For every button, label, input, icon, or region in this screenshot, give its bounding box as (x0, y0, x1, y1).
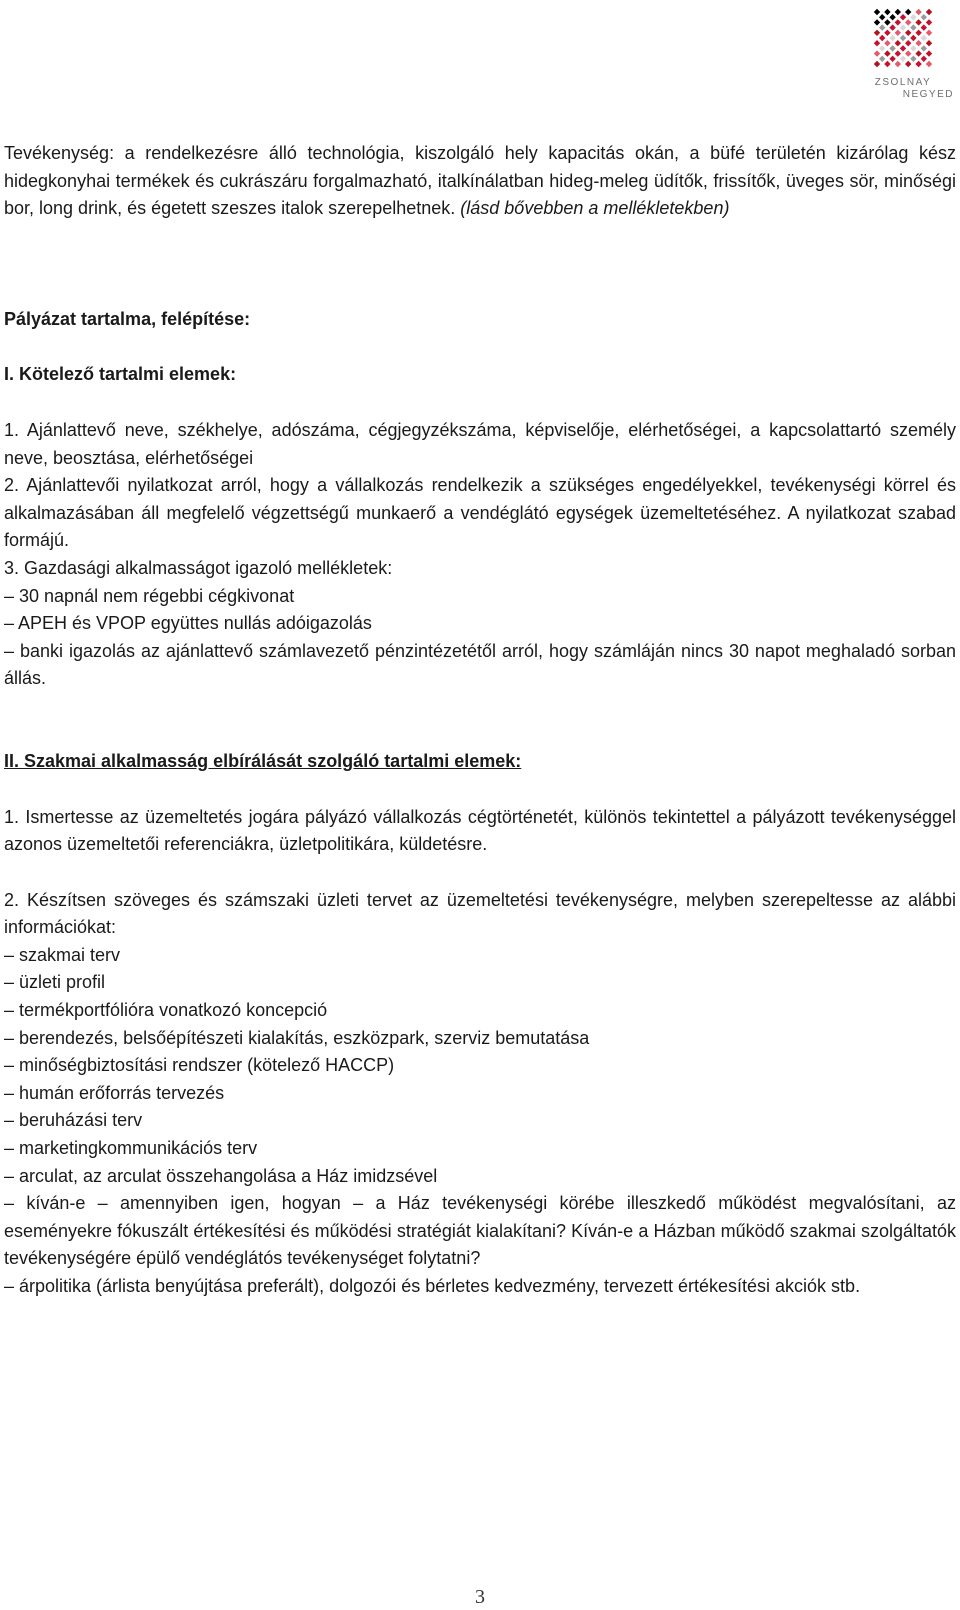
logo-line2: NEGYED (902, 89, 954, 100)
logo-diamond-tile (889, 45, 895, 51)
logo-diamond-tile (926, 40, 932, 46)
list-item: – humán erőforrás tervezés (4, 1082, 225, 1103)
logo-diamond-tile (874, 40, 880, 46)
list-item: – berendezés, belsőépítészeti kialakítás, eszközpark, szerviz bemutatása (4, 1027, 590, 1048)
logo-diamond-tile (926, 30, 932, 36)
intro-note: (lásd bővebben a mellékletekben) (460, 198, 730, 219)
list-item: – árpolitika (árlista benyújtása preferált), dolgozói és bérletes kedvezmény, tervezett értékesítési akciók stb. (4, 1276, 861, 1296)
logo-diamond-tile (915, 19, 921, 25)
logo-diamond-tile (926, 19, 932, 25)
logo-diamond-tile (900, 35, 906, 41)
logo-line1: ZSOLNAY (874, 77, 932, 88)
logo-diamond-tile (905, 40, 911, 46)
logo-diamond-tile (910, 14, 916, 20)
logo-diamond-tile (926, 50, 932, 56)
logo-diamond-tile (921, 35, 927, 41)
list-item: – arculat, az arculat összehangolása a Ház imidzsével (4, 1165, 438, 1186)
logo-diamond-tile (921, 45, 927, 51)
logo-diamond-tile (900, 14, 906, 20)
logo-diamond-tile (889, 35, 895, 41)
logo-diamond-tile (926, 9, 932, 15)
document-body (4, 140, 956, 1301)
logo-diamond-tile (921, 24, 927, 30)
logo-diamond-tile (910, 56, 916, 62)
logo-diamond-tile (895, 61, 901, 67)
part1-item3: 3. Gazdasági alkalmasságot igazoló mellékletek: (4, 557, 393, 578)
page-number: 3 (475, 1586, 485, 1608)
list-item: – szakmai terv (4, 944, 121, 965)
list-item: – minőségbiztosítási rendszer (kötelező HACCP) (4, 1055, 395, 1076)
section-title: Pályázat tartalma, felépítése: (4, 308, 251, 329)
logo-diamond-tile (915, 30, 921, 36)
logo-diamond-tile (895, 9, 901, 15)
logo-diamond-tile (915, 50, 921, 56)
part2-item2: 2. Készítsen szöveges és számszaki üzleti tervet az üzemeltetési tevékenységre, melyben szerepeltesse az alábbi információkat: (4, 889, 956, 938)
logo-diamond-tile (926, 61, 932, 67)
part2-title: II. Szakmai alkalmasság elbírálását szolgáló tartalmi elemek: (4, 750, 522, 771)
logo-diamond-tile (900, 24, 906, 30)
logo-diamond-tile (874, 50, 880, 56)
part2-list (4, 942, 956, 1301)
list-item: – termékportfólióra vonatkozó koncepció (4, 1000, 328, 1021)
logo-diamond-tile (874, 61, 880, 67)
logo-diamond-tile (879, 24, 885, 30)
intro-text: Tevékenység: a rendelkezésre álló technológia, kiszolgáló hely kapacitás okán, a büfé területén kizárólag kész hidegkonyhai termékek és cukrászáru forgalmazható, italkínálatban hideg-meleg üdítők, frissítők, üveges sör, minőségi bor, long drink, és égetett szeszes italok szerepelhetnek. (4, 143, 956, 219)
logo-diamond-tile (910, 45, 916, 51)
logo-diamond-tile (905, 61, 911, 67)
logo-diamond-tile (900, 45, 906, 51)
logo-diamond-tile (879, 56, 885, 62)
logo-diamond-tile (905, 50, 911, 56)
logo-diamond-tile (915, 9, 921, 15)
part1-item2: 2. Ajánlattevői nyilatkozat arról, hogy a vállalkozás rendelkezik a szükséges engedélyekkel, tevékenységi körrel és alkalmazásában áll megfelelő végzettségű munkaerő a vendéglátó egységek üzemeltetéséhez. A nyilatkozat szabad formájú. (4, 475, 956, 551)
logo-diamond-tile (889, 24, 895, 30)
logo-diamond-tile (884, 61, 890, 67)
logo-diamond-tile (895, 50, 901, 56)
logo-diamond-tile (915, 61, 921, 67)
zsolnay-negyed-logo (850, 4, 956, 104)
logo-diamond-tile (921, 14, 927, 20)
part2-item1: 1. Ismertesse az üzemeltetés jogára pályázó vállalkozás cégtörténetét, különös tekintettel a pályázott tevékenységgel azonos üzemeltetői referenciákra, üzletpolitikára, küldetésre. (4, 806, 956, 855)
list-item: – beruházási terv (4, 1110, 143, 1131)
list-item: – üzleti profil (4, 972, 106, 993)
logo-diamond-icon (868, 4, 938, 74)
part1-dash3: – banki igazolás az ajánlattevő számlavezető pénzintézetétől arról, hogy számláján nincs 30 napot meghaladó sorban állás. (4, 640, 956, 689)
logo-diamond-tile (905, 19, 911, 25)
logo-diamond-tile (910, 24, 916, 30)
logo-diamond-tile (884, 9, 890, 15)
logo-diamond-tile (905, 30, 911, 36)
list-item: – kíván-e – amennyiben igen, hogyan – a Ház tevékenységi körébe illeszkedő működést megvalósítani, az eseményekre fókuszált értékesítési és működési stratégiát kialakítani? Kíván-e a Házban működő szakmai szolgáltatók tevékenységére épülő vendéglátós tevékenységet folytatni? (4, 1193, 956, 1269)
logo-diamond-tile (884, 40, 890, 46)
logo-diamond-tile (915, 40, 921, 46)
logo-diamond-tile (879, 35, 885, 41)
logo-diamond-tile (905, 9, 911, 15)
part1-dash1: – 30 napnál nem régebbi cégkivonat (4, 585, 295, 606)
logo-diamond-tile (874, 19, 880, 25)
logo-diamond-tile (879, 14, 885, 20)
logo-diamond-tile (910, 35, 916, 41)
logo-diamond-tile (884, 30, 890, 36)
logo-diamond-tile (921, 56, 927, 62)
logo-diamond-tile (879, 45, 885, 51)
list-item: – marketingkommunikációs terv (4, 1138, 258, 1159)
logo-diamond-tile (884, 19, 890, 25)
logo-diamond-tile (889, 14, 895, 20)
part1-dash2: – APEH és VPOP együttes nullás adóigazolás (4, 613, 372, 634)
logo-diamond-tile (895, 30, 901, 36)
logo-diamond-tile (884, 50, 890, 56)
intro-paragraph (4, 140, 956, 223)
part1-title: I. Kötelező tartalmi elemek: (4, 364, 237, 385)
logo-diamond-tile (895, 40, 901, 46)
logo-diamond-tile (889, 56, 895, 62)
logo-diamond-tile (900, 56, 906, 62)
logo-diamond-tile (874, 9, 880, 15)
logo-diamond-tile (895, 19, 901, 25)
part1-item1: 1. Ajánlattevő neve, székhelye, adószáma, cégjegyzékszáma, képviselője, elérhetőségei, a kapcsolattartó személy neve, beosztása, elérhetőségei (4, 419, 956, 468)
logo-diamond-tile (874, 30, 880, 36)
